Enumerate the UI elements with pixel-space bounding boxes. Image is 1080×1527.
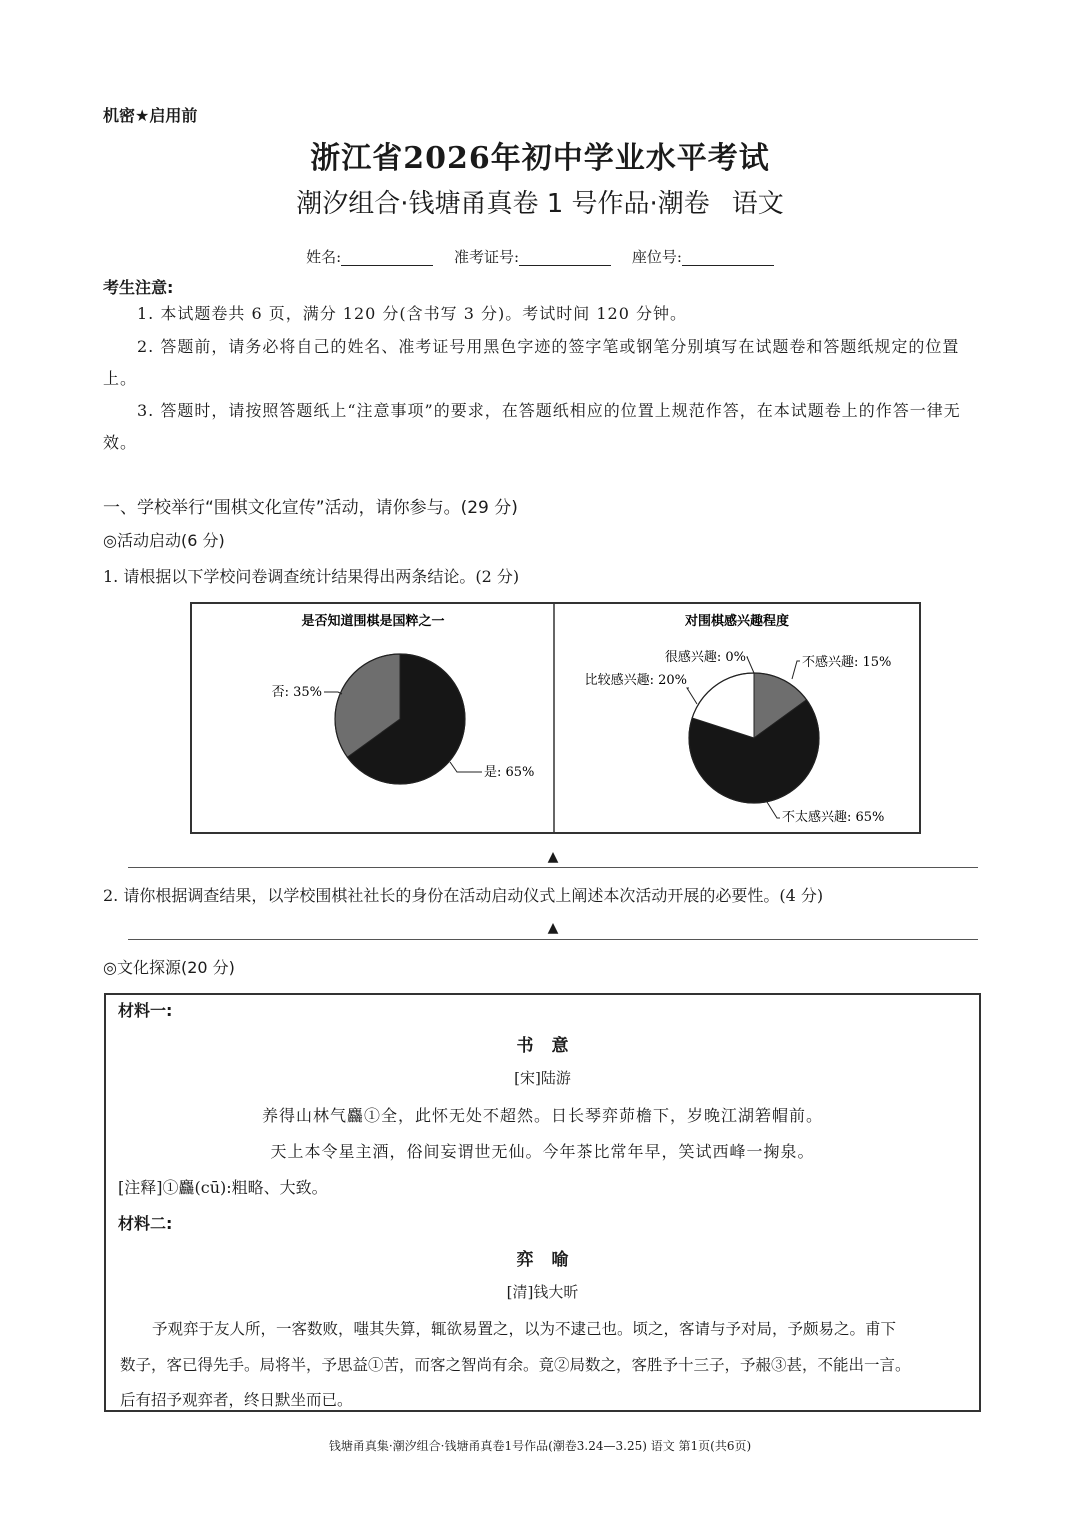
subtitle-text: 潮汐组合·钱塘甬真卷 1 号作品·潮卷 xyxy=(296,189,710,219)
pie-label: 否: 35% xyxy=(271,685,322,700)
material-1-label: 材料一: xyxy=(118,1001,173,1020)
leader-line xyxy=(324,692,342,694)
answer-line-2 xyxy=(128,939,978,940)
pie-label: 不太感兴趣: 65% xyxy=(782,810,885,825)
pie-charts-svg xyxy=(192,604,919,832)
leader-line xyxy=(687,688,697,704)
answer-line-1 xyxy=(128,867,978,868)
chart-2-title: 对围棋感兴趣程度 xyxy=(684,614,790,629)
material-2-line-1: 予观弈于友人所，一客数败，嗤其失算，辄欲易置之，以为不逮己也。顷之，客请与予对局，予颇易之。甫下 xyxy=(152,1320,897,1338)
chart-1-title: 是否知道围棋是国粹之一 xyxy=(301,614,445,629)
pie-label: 是: 65% xyxy=(484,765,535,780)
notice-heading: 考生注意: xyxy=(103,278,174,297)
candidate-info xyxy=(0,246,1080,267)
material-1-author: [宋]陆游 xyxy=(514,1069,571,1087)
exam-title: 浙江省2026年初中学业水平考试 xyxy=(310,141,770,176)
question-1: 1. 请根据以下学校问卷调查统计结果得出两条结论。(2 分) xyxy=(103,567,520,586)
material-1-title: 书意 xyxy=(516,1036,587,1056)
name-label: 姓名: xyxy=(306,248,342,266)
exam-subtitle xyxy=(0,183,1080,220)
answer-mark-1: ▲ xyxy=(547,849,559,865)
seat-field[interactable] xyxy=(632,246,774,267)
material-1-note: [注释]①麤(cū):粗略、大致。 xyxy=(118,1178,328,1197)
name-field[interactable] xyxy=(306,246,433,267)
seat-blank[interactable] xyxy=(682,251,774,266)
material-2-title: 弈喻 xyxy=(516,1250,587,1270)
pie-label: 不感兴趣: 15% xyxy=(802,655,892,670)
material-1-line-1: 养得山林气麤①全，此怀无处不超然。日长琴弈茆檐下，岁晚江湖箬帽前。 xyxy=(261,1106,823,1125)
exam-id-field[interactable] xyxy=(454,246,611,267)
confidential-mark: 机密★启用前 xyxy=(103,106,198,125)
pie-label: 比较感兴趣: 20% xyxy=(584,673,687,688)
subject-label: 语文 xyxy=(731,189,784,219)
leader-line xyxy=(450,762,482,772)
activity-heading: ◎活动启动(6 分) xyxy=(103,531,225,550)
name-blank[interactable] xyxy=(341,251,433,266)
page-footer: 钱塘甬真集·潮汐组合·钱塘甬真卷1号作品(潮卷3.24—3.25) 语文 第1页(共6页) xyxy=(328,1439,752,1453)
section-heading: 一、学校举行“围棋文化宣传”活动，请你参与。(29 分) xyxy=(103,498,518,518)
question-2: 2. 请你根据调查结果，以学校围棋社社长的身份在活动启动仪式上阐述本次活动开展的必要性。(4 分) xyxy=(103,886,824,905)
notice-item-1: 1. 本试题卷共 6 页，满分 120 分(含书写 3 分)。考试时间 120 分钟。 xyxy=(137,304,687,323)
exam-id-label: 准考证号: xyxy=(453,248,520,266)
material-1-line-2: 天上本令星主酒，俗间妄谓世无仙。今年茶比常年早，笑试西峰一掬泉。 xyxy=(270,1142,815,1161)
culture-heading: ◎文化探源(20 分) xyxy=(103,958,235,977)
survey-charts xyxy=(190,602,921,834)
materials-box xyxy=(104,993,981,1412)
leader-line xyxy=(767,802,780,818)
notice-item-2: 2. 答题前，请务必将自己的姓名、准考证号用黑色字迹的签字笔或钢笔分别填写在试题卷和答题纸规定的位置上。 xyxy=(103,337,960,388)
seat-label: 座位号: xyxy=(631,248,682,266)
exam-id-blank[interactable] xyxy=(519,251,611,266)
pie-label: 很感兴趣: 0% xyxy=(664,650,746,665)
material-2-author: [清]钱大昕 xyxy=(506,1283,579,1301)
material-2-label: 材料二: xyxy=(118,1214,173,1233)
notice-item-3: 3. 答题时，请按照答题纸上“注意事项”的要求，在答题纸相应的位置上规范作答，在本试题卷上的作答一律无效。 xyxy=(103,401,961,452)
answer-mark-2: ▲ xyxy=(547,920,559,936)
material-2-line-2: 数子，客已得先手。局将半，予思益①苦，而客之智尚有余。竟②局数之，客胜予十三子，予赧③甚，不能出一言。 xyxy=(120,1356,911,1374)
leader-line xyxy=(747,657,754,673)
material-2-line-3: 后有招予观弈者，终日默坐而已。 xyxy=(120,1391,353,1409)
leader-line xyxy=(792,661,800,679)
